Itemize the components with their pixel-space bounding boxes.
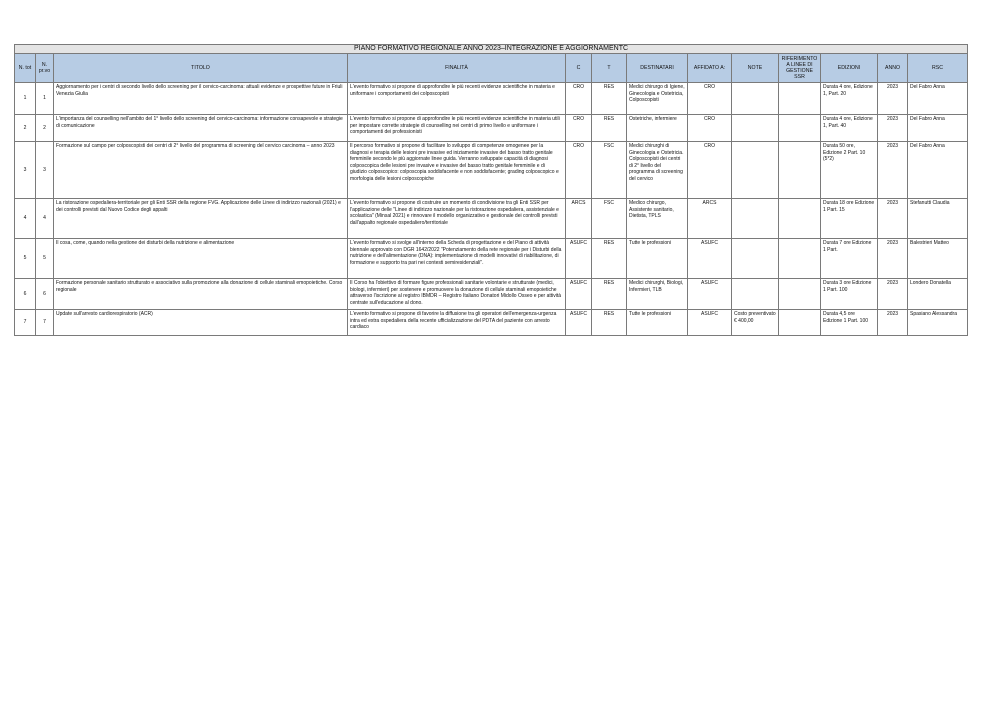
cell-finalita: L'evento formativo si propone di approfondire le più recenti evidenze scientifiche in materia utili per impostare corrette strategie di counselling nei centri di primo livello e uniformare i comportamenti dei professionisti — [348, 115, 566, 142]
cell-note — [732, 199, 779, 239]
cell-c: CRO — [566, 83, 592, 115]
table-row — [15, 142, 968, 199]
cell-titolo: L'importanza del counselling nell'ambito del 1° livello dello screening del cervico-carcinoma: informazione consapevole e strategie di comunicazione — [54, 115, 348, 142]
header-riferimento: RIFERIMENTO A LINEE DI GESTIONE SSR — [779, 54, 821, 83]
cell-finalita: L'evento formativo si propone di favorire la diffusione tra gli operatori dell'emergenza-urgenza intra ed extra ospedaliera della recente ufficializzazione del PDTA del paziente con arresto cardiaco — [348, 310, 566, 336]
cell-note — [732, 279, 779, 310]
cell-t: FSC — [592, 199, 627, 239]
table-row — [15, 115, 968, 142]
cell-edizioni: Durata 4 ore, Edizione 1, Part. 40 — [821, 115, 878, 142]
header-n-prog: N. pr.vo — [36, 54, 54, 83]
header-titolo: TITOLO — [54, 54, 348, 83]
header-affidato: AFFIDATO A: — [688, 54, 732, 83]
cell-note — [732, 142, 779, 199]
cell-finalita: L'evento formativo si propone di approfondire le più recenti evidenze scientifiche in materia e uniformare i comportamenti dei colposcopisti — [348, 83, 566, 115]
cell-n-tot: 7 — [15, 310, 36, 336]
cell-titolo: Formazione sul campo per colposcopisti dei centri di 2° livello del programma di screening del cervico carcinoma – anno 2023 — [54, 142, 348, 199]
table-row — [15, 310, 968, 336]
header-note: NOTE — [732, 54, 779, 83]
cell-titolo: Formazione personale sanitario strutturato e associativo sulla promozione alla donazione di cellule staminali emopoietiche. Corso regionale — [54, 279, 348, 310]
table-row — [15, 83, 968, 115]
cell-rsc: Balestrieri Matteo — [908, 239, 968, 279]
cell-edizioni: Durata 4 ore, Edizione 1, Part. 20 — [821, 83, 878, 115]
cell-riferimento — [779, 199, 821, 239]
cell-affidato: ASUFC — [688, 279, 732, 310]
cell-affidato: ARCS — [688, 199, 732, 239]
cell-t: RES — [592, 279, 627, 310]
cell-n-tot: 6 — [15, 279, 36, 310]
cell-destinatari: Tutte le professioni — [627, 239, 688, 279]
cell-t: RES — [592, 83, 627, 115]
table-row — [15, 279, 968, 310]
cell-affidato: CRO — [688, 115, 732, 142]
cell-riferimento — [779, 279, 821, 310]
table-row — [15, 199, 968, 239]
cell-destinatari: Medici chirurgo di Igiene, Ginecologia e Ostetricia, Colposcopisti — [627, 83, 688, 115]
cell-c: ASUFC — [566, 279, 592, 310]
header-row — [15, 54, 968, 83]
cell-t: RES — [592, 115, 627, 142]
cell-t: FSC — [592, 142, 627, 199]
cell-n-tot: 4 — [15, 199, 36, 239]
cell-affidato: CRO — [688, 83, 732, 115]
cell-n-prog: 1 — [36, 83, 54, 115]
cell-titolo: La ristorazione ospedaliera-territoriale per gli Enti SSR della regione FVG. Applicazione delle Linee di indirizzo nazionali (2021) e dei controlli previsti dal Nuovo Codice degli appalti — [54, 199, 348, 239]
cell-n-prog: 5 — [36, 239, 54, 279]
cell-rsc: Del Fabro Anna — [908, 142, 968, 199]
cell-anno: 2023 — [878, 83, 908, 115]
cell-riferimento — [779, 83, 821, 115]
cell-c: ASUFC — [566, 239, 592, 279]
cell-n-prog: 6 — [36, 279, 54, 310]
cell-n-tot: 3 — [15, 142, 36, 199]
cell-n-prog: 3 — [36, 142, 54, 199]
cell-destinatari: Ostetriche, infermiere — [627, 115, 688, 142]
cell-finalita: Il percorso formativo si propone di facilitare lo sviluppo di competenze omogenee per la diagnosi e terapia delle lesioni pre invasive ed iniziamente invasive del basso tratto genitale femminile secondo le più aggiornate linee guida. Verranno sviluppate capacità di diagnosi colposcopica delle lesioni pre invasive e invasive del basso tratto genitale femminile e di giudizio colposcopico: colposcopia soddisfacente e non soddisfacente; grading colposcopico e morfologia delle lesioni colposcopiche — [348, 142, 566, 199]
cell-rsc: Del Fabro Anna — [908, 83, 968, 115]
cell-edizioni: Durata 18 ore Edizione 1 Part. 15 — [821, 199, 878, 239]
header-rsc: RSC — [908, 54, 968, 83]
cell-n-prog: 4 — [36, 199, 54, 239]
header-edizioni: EDIZIONI — [821, 54, 878, 83]
cell-titolo: Update sull'arresto cardiorespiratorio (ACR) — [54, 310, 348, 336]
cell-n-prog: 2 — [36, 115, 54, 142]
cell-riferimento — [779, 142, 821, 199]
cell-note — [732, 239, 779, 279]
cell-note — [732, 115, 779, 142]
header-c: C — [566, 54, 592, 83]
cell-destinatari: Medico chirurgo, Assistente sanitario, Dietista, TPLS — [627, 199, 688, 239]
cell-anno: 2023 — [878, 142, 908, 199]
cell-edizioni: Durata 3 ore Edizione 1 Part. 100 — [821, 279, 878, 310]
cell-anno: 2023 — [878, 239, 908, 279]
cell-rsc: Stefanutti Claudia — [908, 199, 968, 239]
cell-edizioni: Durata 4,5 ore Edizione 1 Part. 100 — [821, 310, 878, 336]
cell-note — [732, 83, 779, 115]
cell-destinatari: Medici chirurghi di Ginecologia e Ostetricia. Colposcopisti dei centri di 2° livello del programma di screening del cervico — [627, 142, 688, 199]
cell-finalita: Il Corso ha l'obiettivo di formare figure professionali sanitarie volontarie e strutturate (medici, biologi, infermieri) per sostenere e promuovere la donazione di cellule staminali emopoietiche attraverso l'iscrizione al registro IBMDR – Registro Italiano Donatori Midollo Osseo e per attività centrate sull'educazione al dono. — [348, 279, 566, 310]
cell-finalita: L'evento formativo si svolge all'interno della Scheda di progettazione e del Piano di attività biennale approvato con DGR 1642/2022 "Potenziamento della rete regionale per i Disturbi della nutrizione e dell'alimentazione (DNA): implementazione di modelli innovativi di riabilitazione, di formazione e supporto tra pari nei contesti semiresidenziali". — [348, 239, 566, 279]
cell-c: ASUFC — [566, 310, 592, 336]
header-anno: ANNO — [878, 54, 908, 83]
cell-finalita: L'evento formativo si propone di costruire un momento di condivisione tra gli Enti SSR per l'applicazione delle "Linee di indirizzo nazionale per la ristorazione ospedaliera, assistenziale e scolastica" (Minsal 2021) e rinnovare il modello organizzativo e gestionale dei controlli previsti dall'appalto regionale ospedaliero/territoriale — [348, 199, 566, 239]
cell-n-tot: 2 — [15, 115, 36, 142]
table-row — [15, 239, 968, 279]
cell-edizioni: Durata 7 ore Edizione 1 Part. — [821, 239, 878, 279]
cell-riferimento — [779, 115, 821, 142]
cell-c: CRO — [566, 142, 592, 199]
header-n-tot: N. tot — [15, 54, 36, 83]
cell-c: CRO — [566, 115, 592, 142]
cell-n-prog: 7 — [36, 310, 54, 336]
training-plan-table — [14, 44, 968, 336]
table-title: PIANO FORMATIVO REGIONALE ANNO 2023–INTEGRAZIONE E AGGIORNAMENTC — [15, 45, 968, 54]
cell-n-tot: 1 — [15, 83, 36, 115]
cell-destinatari: Tutte le professioni — [627, 310, 688, 336]
cell-rsc: Londero Donatella — [908, 279, 968, 310]
cell-titolo: Aggiornamento per i centri di secondo livello dello screening per il cervico-carcinoma: attuali evidenze e prospettive future in Friuli Venezia Giulia — [54, 83, 348, 115]
header-destinatari: DESTINATARI — [627, 54, 688, 83]
cell-anno: 2023 — [878, 115, 908, 142]
cell-affidato: CRO — [688, 142, 732, 199]
cell-destinatari: Medici chirurghi, Biologi, Infermieri, TLB — [627, 279, 688, 310]
cell-riferimento — [779, 239, 821, 279]
cell-n-tot: 5 — [15, 239, 36, 279]
cell-anno: 2023 — [878, 310, 908, 336]
cell-t: RES — [592, 310, 627, 336]
cell-edizioni: Durata 50 ore, Edizione 2 Part. 10 (5*2) — [821, 142, 878, 199]
cell-anno: 2023 — [878, 279, 908, 310]
header-finalita: FINALITÀ — [348, 54, 566, 83]
cell-rsc: Spasiano Alessandra — [908, 310, 968, 336]
cell-riferimento — [779, 310, 821, 336]
cell-affidato: ASUFC — [688, 310, 732, 336]
cell-rsc: Del Fabro Anna — [908, 115, 968, 142]
cell-t: RES — [592, 239, 627, 279]
header-t: T — [592, 54, 627, 83]
table-body — [15, 83, 968, 336]
cell-c: ARCS — [566, 199, 592, 239]
cell-anno: 2023 — [878, 199, 908, 239]
cell-affidato: ASUFC — [688, 239, 732, 279]
cell-note: Costo preventivato € 400,00 — [732, 310, 779, 336]
cell-titolo: Il cosa, come, quando nella gestione dei disturbi della nutrizione e alimentazione — [54, 239, 348, 279]
